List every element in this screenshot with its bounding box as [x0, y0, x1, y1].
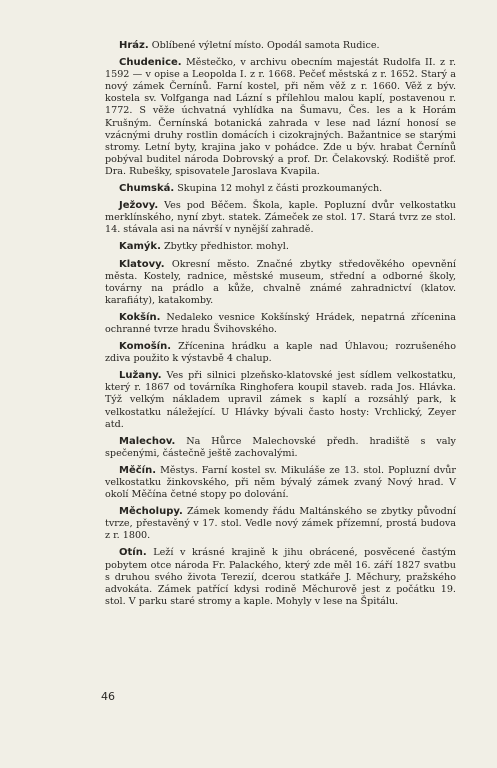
entry-term: Hráz.: [119, 40, 149, 51]
entry-kamyk: [105, 241, 456, 253]
entry-term: Chudenice.: [119, 57, 182, 69]
entry-term: Komošín.: [119, 341, 172, 353]
entry-text: Zámek komendy řádu Maltánského se zbytky původní tvrze, přestavěný v 17. stol. Vedle nový zámek přízemní, prostá budova z r. 1800.: [105, 506, 456, 542]
entry-text: Městečko, v archivu obecním majestát Rudolfa II. z r. 1592 — v opise a Leopolda I. z r. 1668. Pečeť městská z r. 1652. Starý a nový zámek Černínů. Farní kostel, při něm věž z r. 1660. Věž z býv. kostela sv. Volfganga nad Lázní s přílehlou malou kaplí, postavenou r. 1772. S věže úchvatná vyhlídka na Šumavu, Čes. les a k Horám Krušným. Černínská botanická zahrada v lese nad lázní honosí se vzácnými druhy rostlin domácích i cizokrajných. Bažantnice se starými stromy. Letní byty, krajina jako v pohádce. Zde u býv. hrabat Černínů pobýval buditel národa Dobrovský a prof. Dr. Čelakovský. Rodiště prof. Dra. Rubešky, spisovatele Jaroslava Kvapila.: [105, 57, 456, 177]
entry-text: Skupina 12 mohyl z části prozkoumaných.: [177, 183, 383, 195]
entry-mecin: [105, 465, 456, 501]
entry-komosin: [105, 341, 456, 365]
entry-otin: [105, 547, 456, 607]
entry-chudenice: [105, 57, 456, 178]
entry-text: Ves pod Běčem. Škola, kaple. Popluzní dvůr velkostatku merklínského, nyní zbyt. statek. Zámeček ze stol. 17. Stará tvrz ze stol. 14. stávala asi na návrší v nynější zahradě.: [105, 200, 456, 236]
entry-text: Ves při silnici plzeňsko-klatovské jest sídlem velkostatku, který r. 1867 od továrníka Ringhofera koupil staveb. rada Jos. Hlávka. Týž velkým nákladem upravil zámek s kaplí a rozsáhlý park, k velkostatku náležející. U Hlávky bývali často hosty: Vrchlický, Zeyer atd.: [105, 370, 456, 430]
entry-text: Okresní město. Značné zbytky středověkého opevnění města. Kostely, radnice, městské museum, střední a odborné školy, továrny na prádlo a kůže, chvalně známé zahradnictví (klatov. karafiáty), katakomby.: [105, 258, 456, 306]
entry-chumska: [105, 183, 456, 195]
entry-text: Městys. Farní kostel sv. Mikuláše ze 13. stol. Popluzní dvůr velkostatku žinkovského, při něm bývalý zámek zvaný Nový hrad. V okolí Měčína četné stopy po dolování.: [105, 464, 456, 501]
entry-text: Zbytky předhistor. mohyl.: [163, 241, 289, 253]
entry-malechov: [105, 436, 456, 460]
page-number: 46: [101, 690, 115, 703]
entry-term: Otín.: [119, 547, 147, 559]
entry-text: Oblíbené výletní místo. Opodál samota Rudice.: [151, 40, 380, 51]
entry-term: Měčín.: [119, 464, 157, 476]
entry-text: Zřícenina hrádku a kaple nad Úhlavou; rozrušeného zdiva použito k výstavbě 4 chalup.: [105, 341, 456, 365]
entry-klatovy: [105, 259, 456, 307]
entry-mecholupy: [105, 506, 456, 542]
entry-term: Ježovy.: [119, 200, 159, 212]
entry-term: Kokšín.: [119, 311, 161, 323]
entry-hraz: [105, 40, 456, 52]
entry-term: Malechov.: [119, 435, 176, 447]
entry-text: Nedaleko vesnice Kokšínský Hrádek, nepatrná zřícenina ochranné tvrze hradu Švihovského.: [105, 311, 456, 335]
entry-text: Na Hůrce Malechovské předh. hradiště s valy spečenými, částečně ještě zachovalými.: [105, 435, 456, 459]
entry-term: Chumská.: [119, 183, 175, 195]
entry-koksin: [105, 312, 456, 336]
gazetteer-text: [105, 40, 456, 613]
entry-term: Klatovy.: [119, 258, 165, 270]
entry-term: Lužany.: [119, 370, 162, 382]
entry-term: Měcholupy.: [119, 506, 183, 518]
entry-text: Leží v krásné krajině k jihu obrácené, posvěcené častým pobytem otce národa Fr. Palackého, který zde měl 16. září 1827 svatbu s druhou svého života Terezií, dcerou statkáře J. Měchury, pražského advokáta. Zámek patřící kdysi rodině Měchurově jest z počátku 19. stol. V parku staré stromy a kaple. Mohyly v lese na Špitálu.: [105, 547, 456, 607]
entry-jezovy: [105, 200, 456, 236]
entry-luzany: [105, 370, 456, 430]
entry-term: Kamýk.: [119, 241, 161, 253]
